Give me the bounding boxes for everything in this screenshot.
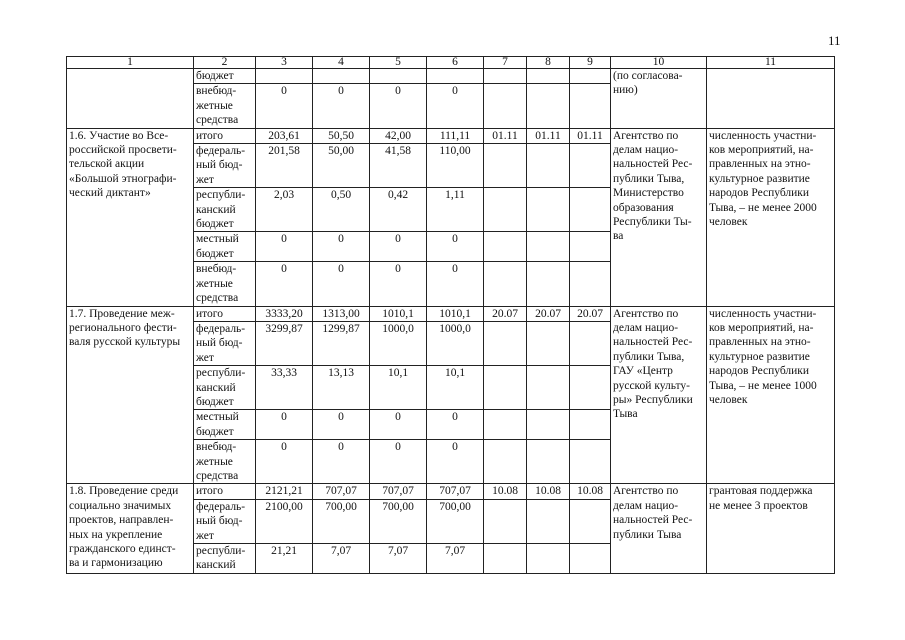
value-cell <box>313 69 370 84</box>
column-header: 4 <box>313 57 370 69</box>
value-cell: 1010,1 <box>370 306 427 321</box>
value-cell: 33,33 <box>256 366 313 410</box>
value-cell <box>370 69 427 84</box>
date-cell <box>484 232 527 262</box>
column-header: 2 <box>194 57 256 69</box>
executor-cell: Агентство по делам нацио- нальностей Рес- публики Тыва, Министерство образования Республики Ты- ва <box>611 128 707 306</box>
value-cell: 0 <box>370 410 427 440</box>
value-cell: 1000,0 <box>370 321 427 365</box>
value-cell: 0 <box>427 232 484 262</box>
source-cell: федераль- ный бюд- жет <box>194 321 256 365</box>
value-cell: 3333,20 <box>256 306 313 321</box>
date-cell: 10.08 <box>484 484 527 499</box>
value-cell: 50,00 <box>313 144 370 188</box>
value-cell <box>527 69 570 84</box>
date-cell: 01.11 <box>484 128 527 143</box>
value-cell: 0 <box>370 232 427 262</box>
date-cell <box>527 262 570 306</box>
result-cell: численность участни- ков мероприятий, на- правленных на этно- культурное развитие народов Республики Тыва, – не менее 1000 человек <box>707 306 835 484</box>
source-cell: республи- канский <box>194 544 256 574</box>
date-cell <box>570 366 611 410</box>
value-cell: 2,03 <box>256 188 313 232</box>
source-cell: местный бюджет <box>194 232 256 262</box>
date-cell: 20.07 <box>484 306 527 321</box>
date-cell: 01.11 <box>527 128 570 143</box>
value-cell: 0 <box>370 262 427 306</box>
value-cell: 0 <box>313 84 370 128</box>
date-cell <box>484 440 527 484</box>
value-cell: 2100,00 <box>256 499 313 543</box>
column-header: 3 <box>256 57 313 69</box>
date-cell <box>570 232 611 262</box>
column-header: 9 <box>570 57 611 69</box>
value-cell: 1000,0 <box>427 321 484 365</box>
value-cell: 0,50 <box>313 188 370 232</box>
date-cell <box>527 84 570 128</box>
value-cell: 13,13 <box>313 366 370 410</box>
source-cell: бюджет <box>194 69 256 84</box>
date-cell: 20.07 <box>527 306 570 321</box>
table-body <box>67 57 835 574</box>
value-cell: 0 <box>313 410 370 440</box>
value-cell: 0 <box>427 410 484 440</box>
value-cell: 700,00 <box>313 499 370 543</box>
column-header: 8 <box>527 57 570 69</box>
value-cell: 1299,87 <box>313 321 370 365</box>
date-cell <box>484 188 527 232</box>
value-cell: 0 <box>370 440 427 484</box>
result-cell <box>707 69 835 129</box>
value-cell: 707,07 <box>313 484 370 499</box>
date-cell <box>484 499 527 543</box>
date-cell <box>570 544 611 574</box>
date-cell <box>527 440 570 484</box>
program-table <box>66 56 835 574</box>
source-cell: итого <box>194 128 256 143</box>
value-cell: 0 <box>313 440 370 484</box>
source-cell: местный бюджет <box>194 410 256 440</box>
source-cell: республи- канский бюджет <box>194 188 256 232</box>
value-cell: 0 <box>427 440 484 484</box>
executor-cell: Агентство по делам нацио- нальностей Рес- публики Тыва, ГАУ «Центр русской культу- ры» Республики Тыва <box>611 306 707 484</box>
table-row <box>67 69 835 84</box>
column-header: 5 <box>370 57 427 69</box>
value-cell: 0 <box>256 232 313 262</box>
value-cell: 50,50 <box>313 128 370 143</box>
date-cell <box>484 144 527 188</box>
date-cell: 20.07 <box>570 306 611 321</box>
date-cell <box>484 84 527 128</box>
value-cell <box>484 69 527 84</box>
value-cell: 21,21 <box>256 544 313 574</box>
value-cell: 0 <box>427 84 484 128</box>
column-header: 6 <box>427 57 484 69</box>
value-cell <box>427 69 484 84</box>
date-cell <box>570 84 611 128</box>
value-cell: 0 <box>313 262 370 306</box>
column-header: 11 <box>707 57 835 69</box>
value-cell: 7,07 <box>313 544 370 574</box>
source-cell: республи- канский бюджет <box>194 366 256 410</box>
value-cell: 110,00 <box>427 144 484 188</box>
value-cell: 707,07 <box>427 484 484 499</box>
header-row <box>67 57 835 69</box>
value-cell: 0 <box>256 262 313 306</box>
value-cell: 0 <box>427 262 484 306</box>
value-cell: 42,00 <box>370 128 427 143</box>
activity-title: 1.6. Участие во Все- российской просвети- тельской акции «Большой этнографи- ческий диктант» <box>67 128 194 306</box>
date-cell <box>570 321 611 365</box>
date-cell <box>484 262 527 306</box>
source-cell: внебюд- жетные средства <box>194 84 256 128</box>
value-cell: 41,58 <box>370 144 427 188</box>
value-cell: 0 <box>370 84 427 128</box>
table-row <box>67 306 835 321</box>
value-cell: 201,58 <box>256 144 313 188</box>
date-cell <box>527 321 570 365</box>
source-cell: итого <box>194 484 256 499</box>
activity-title: 1.7. Проведение меж- регионального фести- валя русской культуры <box>67 306 194 484</box>
value-cell <box>570 69 611 84</box>
date-cell: 10.08 <box>527 484 570 499</box>
date-cell <box>484 544 527 574</box>
column-header: 10 <box>611 57 707 69</box>
value-cell: 111,11 <box>427 128 484 143</box>
source-cell: федераль- ный бюд- жет <box>194 144 256 188</box>
date-cell <box>570 499 611 543</box>
date-cell <box>570 410 611 440</box>
value-cell: 1313,00 <box>313 306 370 321</box>
column-header: 7 <box>484 57 527 69</box>
value-cell: 0,42 <box>370 188 427 232</box>
result-cell: численность участни- ков мероприятий, на- правленных на этно- культурное развитие народов Республики Тыва, – не менее 2000 человек <box>707 128 835 306</box>
date-cell <box>570 188 611 232</box>
date-cell <box>570 144 611 188</box>
value-cell <box>256 69 313 84</box>
column-header: 1 <box>67 57 194 69</box>
date-cell <box>484 366 527 410</box>
source-cell: внебюд- жетные средства <box>194 262 256 306</box>
value-cell: 10,1 <box>370 366 427 410</box>
date-cell <box>527 366 570 410</box>
table-row <box>67 128 835 143</box>
value-cell: 1,11 <box>427 188 484 232</box>
value-cell: 700,00 <box>427 499 484 543</box>
value-cell: 0 <box>256 440 313 484</box>
date-cell <box>484 321 527 365</box>
source-cell: внебюд- жетные средства <box>194 440 256 484</box>
date-cell <box>527 499 570 543</box>
title-cell <box>67 69 194 129</box>
page-number: 11 <box>828 33 841 48</box>
activity-title: 1.8. Проведение среди социально значимых проектов, направлен- ных на укрепление гражданского единст- ва и гармонизацию <box>67 484 194 573</box>
value-cell: 7,07 <box>427 544 484 574</box>
date-cell <box>527 144 570 188</box>
value-cell: 7,07 <box>370 544 427 574</box>
source-cell: итого <box>194 306 256 321</box>
value-cell: 203,61 <box>256 128 313 143</box>
value-cell: 0 <box>256 84 313 128</box>
value-cell: 10,1 <box>427 366 484 410</box>
date-cell <box>527 232 570 262</box>
date-cell <box>570 440 611 484</box>
date-cell <box>527 410 570 440</box>
date-cell <box>570 262 611 306</box>
date-cell <box>484 410 527 440</box>
date-cell: 01.11 <box>570 128 611 143</box>
executor-cell: Агентство по делам нацио- нальностей Рес- публики Тыва <box>611 484 707 573</box>
value-cell: 3299,87 <box>256 321 313 365</box>
value-cell: 707,07 <box>370 484 427 499</box>
value-cell: 700,00 <box>370 499 427 543</box>
date-cell <box>527 188 570 232</box>
table-row <box>67 484 835 499</box>
value-cell: 2121,21 <box>256 484 313 499</box>
date-cell <box>527 544 570 574</box>
value-cell: 1010,1 <box>427 306 484 321</box>
result-cell: грантовая поддержка не менее 3 проектов <box>707 484 835 573</box>
executor-cell: (по согласова- нию) <box>611 69 707 129</box>
value-cell: 0 <box>256 410 313 440</box>
date-cell: 10.08 <box>570 484 611 499</box>
source-cell: федераль- ный бюд- жет <box>194 499 256 543</box>
value-cell: 0 <box>313 232 370 262</box>
